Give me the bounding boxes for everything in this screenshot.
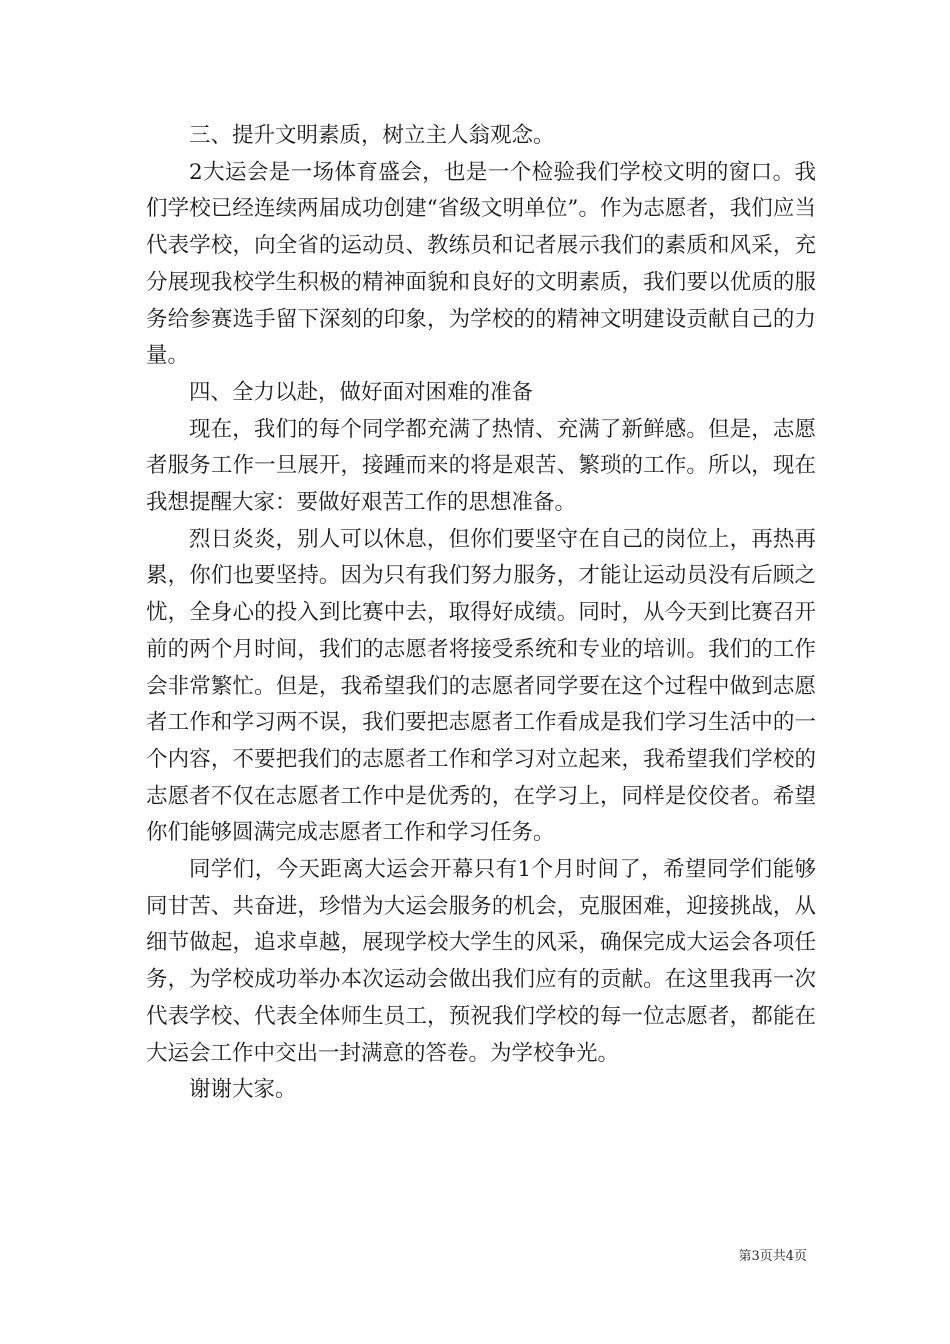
page-number-footer: 第3页共4页	[738, 1249, 807, 1264]
closing-line: 谢谢大家。	[189, 1077, 297, 1103]
section-heading-3: 三、提升文明素质，树立主人翁观念。	[189, 123, 555, 148]
paragraph: 2大运会是一场体育盛会，也是一个检验我们学校文明的窗口。我们学校已经连续两届成功创建“省级文明单位”。作为志愿者，我们应当代表学校，向全省的运动员、教练员和记者展示我们的素质和风采，充分展现我校学生积极的精神面貌和良好的文明素质，我们要以优质的服务给参赛选手留下深刻的印象，为学校的的精神文明建设贡献自己的力量。	[146, 159, 816, 369]
document-body	[146, 118, 816, 1109]
paragraph: 现在，我们的每个同学都充满了热情、充满了新鲜感。但是，志愿者服务工作一旦展开，接踵而来的将是艰苦、繁琐的工作。所以，现在我想提醒大家：要做好艰苦工作的思想准备。	[146, 416, 816, 516]
paragraph: 同学们，今天距离大运会开幕只有1个月时间了，希望同学们能够同甘苦、共奋进，珍惜为大运会服务的机会，克服困难，迎接挑战，从细节做起，追求卓越，展现学校大学生的风采，确保完成大运会各项任务，为学校成功举办本次运动会做出我们应有的贡献。在这里我再一次代表学校、代表全体师生员工，预祝我们学校的每一位志愿者，都能在大运会工作中交出一封满意的答卷。为学校争光。	[146, 857, 816, 1066]
paragraph: 烈日炎炎，别人可以休息，但你们要坚守在自己的岗位上，再热再累，你们也要坚持。因为只有我们努力服务，才能让运动员没有后顾之忧，全身心的投入到比赛中去，取得好成绩。同时，从今天到比赛召开前的两个月时间，我们的志愿者将接受系统和专业的培训。我们的工作会非常繁忙。但是，我希望我们的志愿者同学要在这个过程中做到志愿者工作和学习两不误，我们要把志愿者工作看成是我们学习生活中的一个内容，不要把我们的志愿者工作和学习对立起来，我希望我们学校的志愿者不仅在志愿者工作中是优秀的，在学习上，同样是佼佼者。希望你们能够圆满完成志愿者工作和学习任务。	[146, 526, 816, 846]
section-heading-4: 四、全力以赴，做好面对困难的准备	[189, 379, 534, 405]
